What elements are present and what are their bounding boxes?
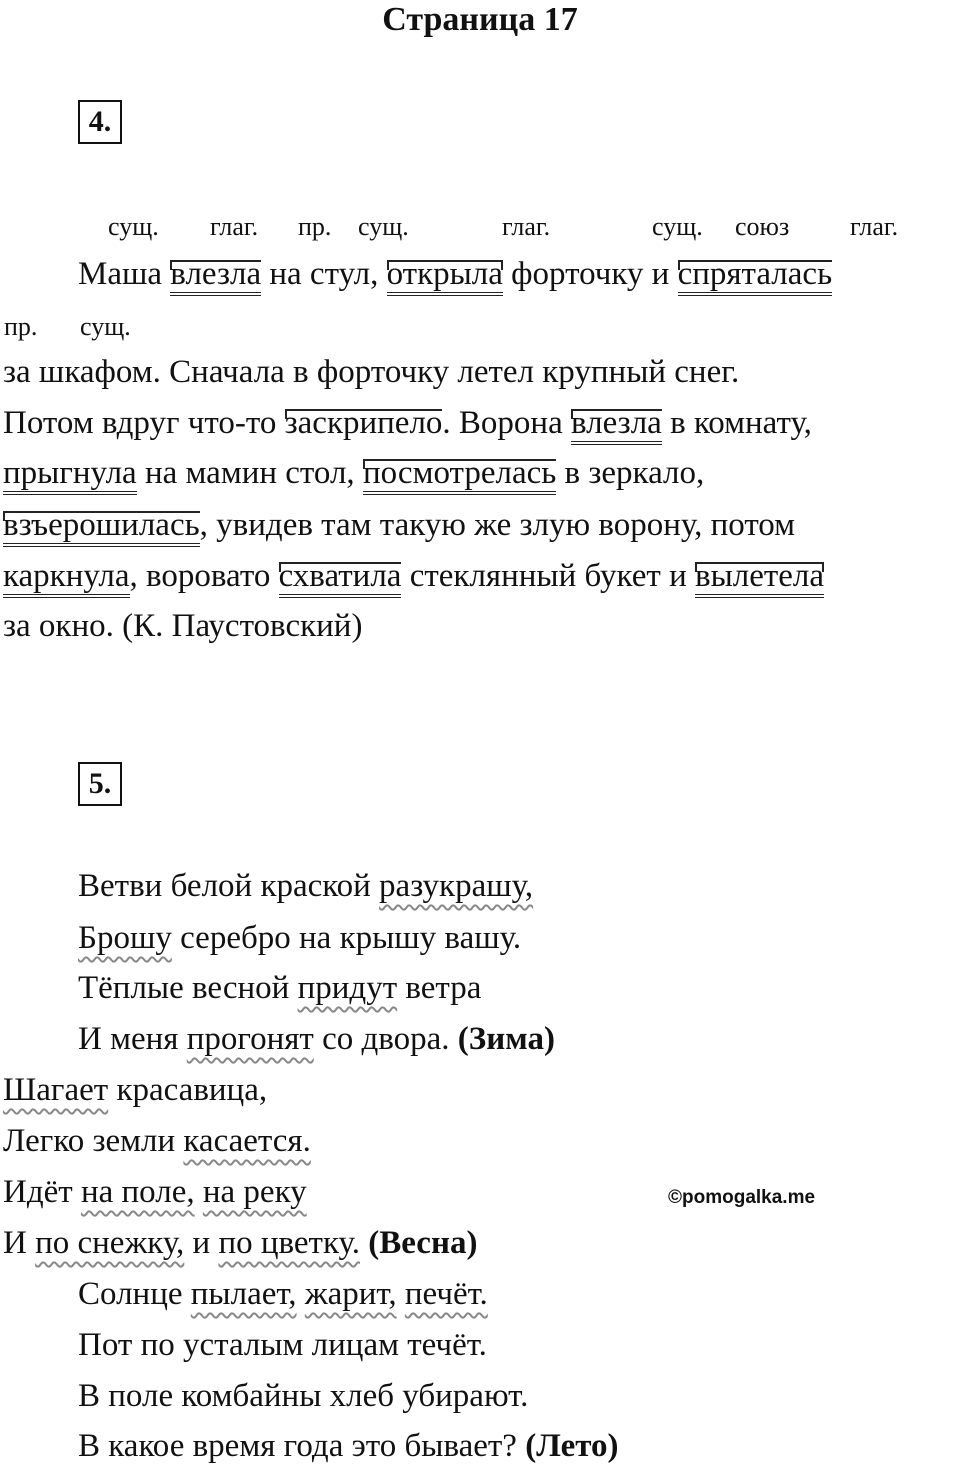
- text: И меня: [78, 1021, 187, 1057]
- underlined-verb: касается.: [183, 1123, 311, 1159]
- riddle-line: Пот по усталым лицам течёт.: [78, 1327, 487, 1363]
- text: , воровато: [129, 558, 279, 594]
- riddle-line: [78, 968, 481, 1008]
- verb-predicate: открыла: [387, 256, 503, 296]
- underlined-verb: Брошу: [78, 920, 172, 956]
- verb-predicate: влезла: [170, 256, 261, 296]
- text: Ветви белой краской: [78, 868, 380, 904]
- riddle-answer: (Весна): [360, 1225, 478, 1261]
- text: . Ворона: [442, 405, 571, 441]
- text: Легко земли: [3, 1123, 184, 1159]
- riddle-line: [3, 1070, 267, 1110]
- verb-predicate: схватила: [279, 558, 402, 598]
- riddle-line: [78, 918, 521, 958]
- verb-predicate: взъерошилась: [3, 507, 200, 547]
- text: Маша: [78, 256, 171, 292]
- underlined-verb: придут: [297, 970, 398, 1006]
- riddle-answer: (Лето): [525, 1428, 619, 1464]
- text: со двора.: [313, 1021, 458, 1057]
- riddle-line: [3, 1223, 477, 1263]
- underlined-verb: прогонят: [186, 1021, 314, 1057]
- task4-line-4: [3, 453, 704, 493]
- pos-label: глаг.: [502, 212, 551, 241]
- verb-predicate: каркнула: [3, 558, 130, 598]
- pos-label: пр.: [298, 212, 332, 241]
- text: стеклянный букет и: [401, 558, 695, 594]
- text: [297, 1276, 305, 1312]
- verb-predicate: заскрипело: [284, 405, 443, 441]
- underlined-verb: Шагает: [3, 1072, 109, 1108]
- text: [195, 1174, 203, 1210]
- underlined-verb: разукрашу,: [379, 868, 534, 904]
- pos-label: сущ.: [80, 312, 131, 341]
- text: серебро на крышу вашу.: [171, 920, 522, 956]
- underlined-phrase: по цветку.: [218, 1225, 360, 1261]
- text: на стул,: [261, 256, 387, 292]
- text: форточку и: [502, 256, 678, 292]
- underlined-phrase: по снежку,: [35, 1225, 185, 1261]
- task4-line-7: за окно. (К. Паустовский): [3, 608, 363, 644]
- page-title: Страница 17: [382, 1, 578, 38]
- text: на мамин стол,: [136, 455, 363, 491]
- underlined-phrase: на реку: [202, 1174, 307, 1210]
- underlined-verb: печёт.: [404, 1276, 488, 1312]
- underlined-phrase: на поле,: [80, 1174, 195, 1210]
- text: красавица,: [108, 1072, 268, 1108]
- text: в комнату,: [661, 405, 812, 441]
- task4-line-2: за шкафом. Сначала в форточку летел крупный снег.: [3, 354, 740, 390]
- text: И: [3, 1225, 36, 1261]
- text: Солнце: [78, 1276, 191, 1312]
- text: ветра: [397, 970, 482, 1006]
- riddle-line: [78, 866, 533, 906]
- pos-label: глаг.: [850, 212, 899, 241]
- riddle-line: [78, 1019, 555, 1059]
- text: и: [184, 1225, 219, 1261]
- riddle-line: [78, 1426, 618, 1466]
- verb-predicate: прыгнула: [3, 455, 137, 495]
- text: Идёт: [3, 1174, 81, 1210]
- underlined-verb: пылает,: [190, 1276, 297, 1312]
- riddle-line: В поле комбайны хлеб убирают.: [78, 1378, 529, 1414]
- pos-label: союз: [735, 212, 790, 241]
- text: , увидев там такую же злую ворону, потом: [199, 507, 796, 543]
- task4-line-5: [3, 505, 795, 545]
- riddle-line: [3, 1172, 307, 1212]
- text: в зеркало,: [556, 455, 705, 491]
- task-4-number: 4.: [78, 100, 122, 144]
- text: Тёплые весной: [78, 970, 298, 1006]
- text: Потом вдруг что-то: [3, 405, 285, 441]
- watermark: ©pomogalka.me: [668, 1187, 816, 1208]
- task-5-number: 5.: [78, 762, 122, 806]
- task4-line-6: [3, 556, 824, 596]
- verb-predicate: влезла: [571, 405, 662, 445]
- task4-line-3: [3, 403, 812, 443]
- underlined-verb: жарит,: [304, 1276, 397, 1312]
- pos-label: сущ.: [652, 212, 703, 241]
- pos-label: сущ.: [108, 212, 159, 241]
- verb-predicate: вылетела: [695, 558, 824, 598]
- riddle-line: [3, 1121, 311, 1161]
- pos-label: глаг.: [210, 212, 259, 241]
- text: В какое время года это бывает?: [78, 1428, 526, 1464]
- pos-label: сущ.: [358, 212, 409, 241]
- riddle-line: [78, 1274, 488, 1314]
- pos-label: пр.: [4, 312, 38, 341]
- verb-predicate: спряталась: [678, 256, 833, 296]
- text: [397, 1276, 405, 1312]
- riddle-answer: (Зима): [457, 1021, 555, 1057]
- verb-predicate: посмотрелась: [363, 455, 556, 495]
- task4-line-1: [78, 254, 832, 294]
